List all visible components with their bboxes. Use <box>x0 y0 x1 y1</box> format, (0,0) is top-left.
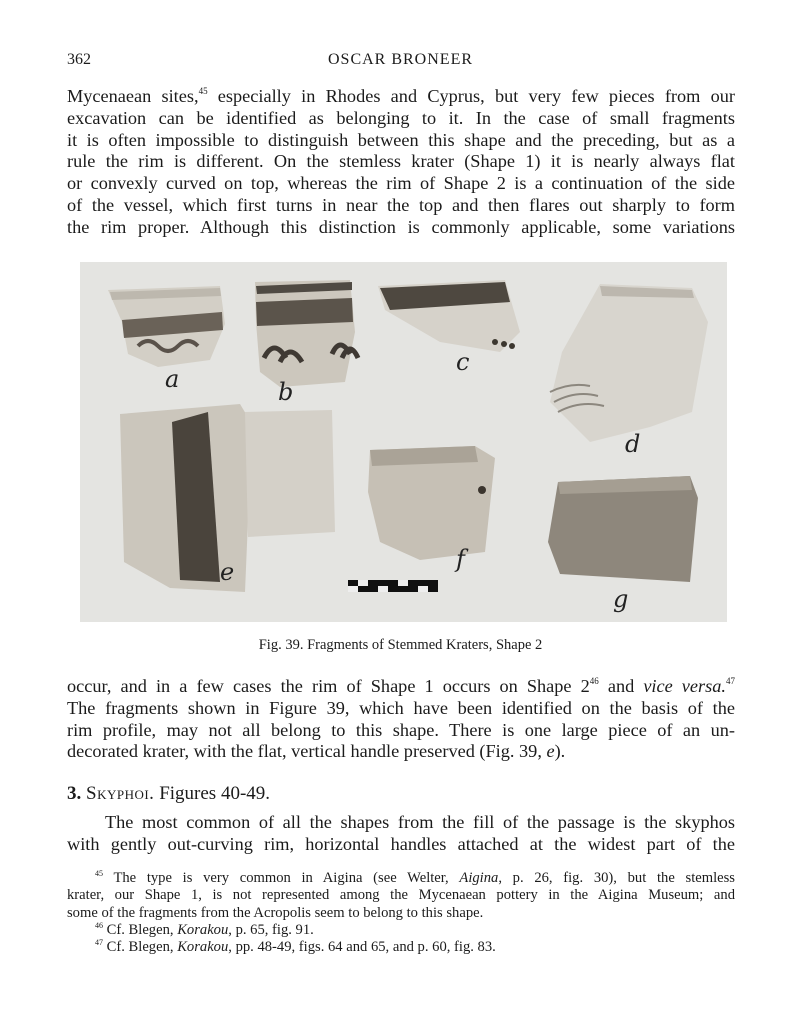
figure-photograph <box>80 262 727 622</box>
section-number: 3. <box>67 783 82 804</box>
text-line: The most common of all the shapes from the fill of the passage is the skyphos <box>105 812 735 832</box>
text-line: of the vessel, which first turns in near the top and then flares out sharply to form <box>67 194 735 215</box>
text-line: or convexly curved on top, whereas the rim of Shape 2 is a continuation of the side <box>67 173 735 194</box>
text-line: decorated krater, with the flat, vertical handle preserved (Fig. 39, e). <box>67 741 566 762</box>
page-number: 362 <box>67 51 91 68</box>
label-g: g <box>613 585 629 613</box>
text-line: the rim proper. Although this distinction is commonly applicable, some variations <box>67 216 735 237</box>
text-line: Mycenaean sites,$^{45}$ especially in Rhodes and Cyprus, but very few pieces from our <box>67 86 735 106</box>
footnote-line: some of the fragments from the Acropolis seem to belong to this shape. <box>67 904 484 921</box>
label-f: f <box>456 545 465 573</box>
text-line: occur, and in a few cases the rim of Shape 1 occurs on Shape $2^{46}$ and vice versa.$^{47}$ <box>67 676 735 696</box>
section-figures: Figures 40-49. <box>159 783 271 804</box>
text-line: it is often impossible to distinguish between this shape and the preceding, but as a <box>67 129 735 150</box>
pottery-fragments-photo <box>80 262 727 622</box>
footnote-ref-45: 45 <box>198 86 208 96</box>
text-line: rim profile, may not all belong to this shape. There is one large piece of an un- <box>67 719 735 740</box>
footnotes <box>67 870 735 956</box>
text-line: The fragments shown in Figure 39, which have been identified on the basis of the <box>67 697 735 718</box>
label-e: e <box>220 558 235 586</box>
text-line: rule the rim is different. On the stemless krater (Shape 1) it is nearly always flat <box>67 151 735 172</box>
fragment-f <box>368 446 495 560</box>
section-title: Skyphoi. <box>86 783 155 804</box>
figure-caption: Fig. 39. Fragments of Stemmed Kraters, Shape 2 <box>258 637 543 653</box>
label-b: b <box>278 378 294 406</box>
footnote-45: $^{45}$ The type is very common in Aigina (see Welter, Aigina, p. 26, fig. 30), but the stemless <box>95 869 735 886</box>
footnote-line: krater, our Shape 1, is not represented among the Mycenaean pottery in the Aigina Museum; and <box>67 887 735 904</box>
paragraph-2 <box>67 676 735 763</box>
label-c: c <box>456 348 470 376</box>
label-a: a <box>165 365 180 393</box>
section-heading <box>67 783 270 805</box>
footnote-46: $^{46}$ Cf. Blegen, Korakou, p. 65, fig. 91. <box>95 920 314 938</box>
footnote-ref-47: 47 <box>725 676 735 686</box>
scale-bar <box>348 580 438 592</box>
footnote-47: $^{47}$ Cf. Blegen, Korakou, pp. 48-49, figs. 64 and 65, and p. 60, fig. 83. <box>95 938 496 956</box>
text-line: excavation can be identified as belonging to it. In the case of small fragments <box>67 107 735 128</box>
paragraph-3 <box>67 812 735 856</box>
footnote-ref-46: 46 <box>589 676 599 686</box>
label-d: d <box>625 430 641 458</box>
running-title: OSCAR BRONEER <box>327 51 474 68</box>
text-line: with gently out-curving rim, horizontal handles attached at the widest part of the <box>67 833 735 854</box>
fragment-g <box>548 476 698 582</box>
paragraph-1 <box>67 86 735 239</box>
fragment-b <box>255 280 358 387</box>
